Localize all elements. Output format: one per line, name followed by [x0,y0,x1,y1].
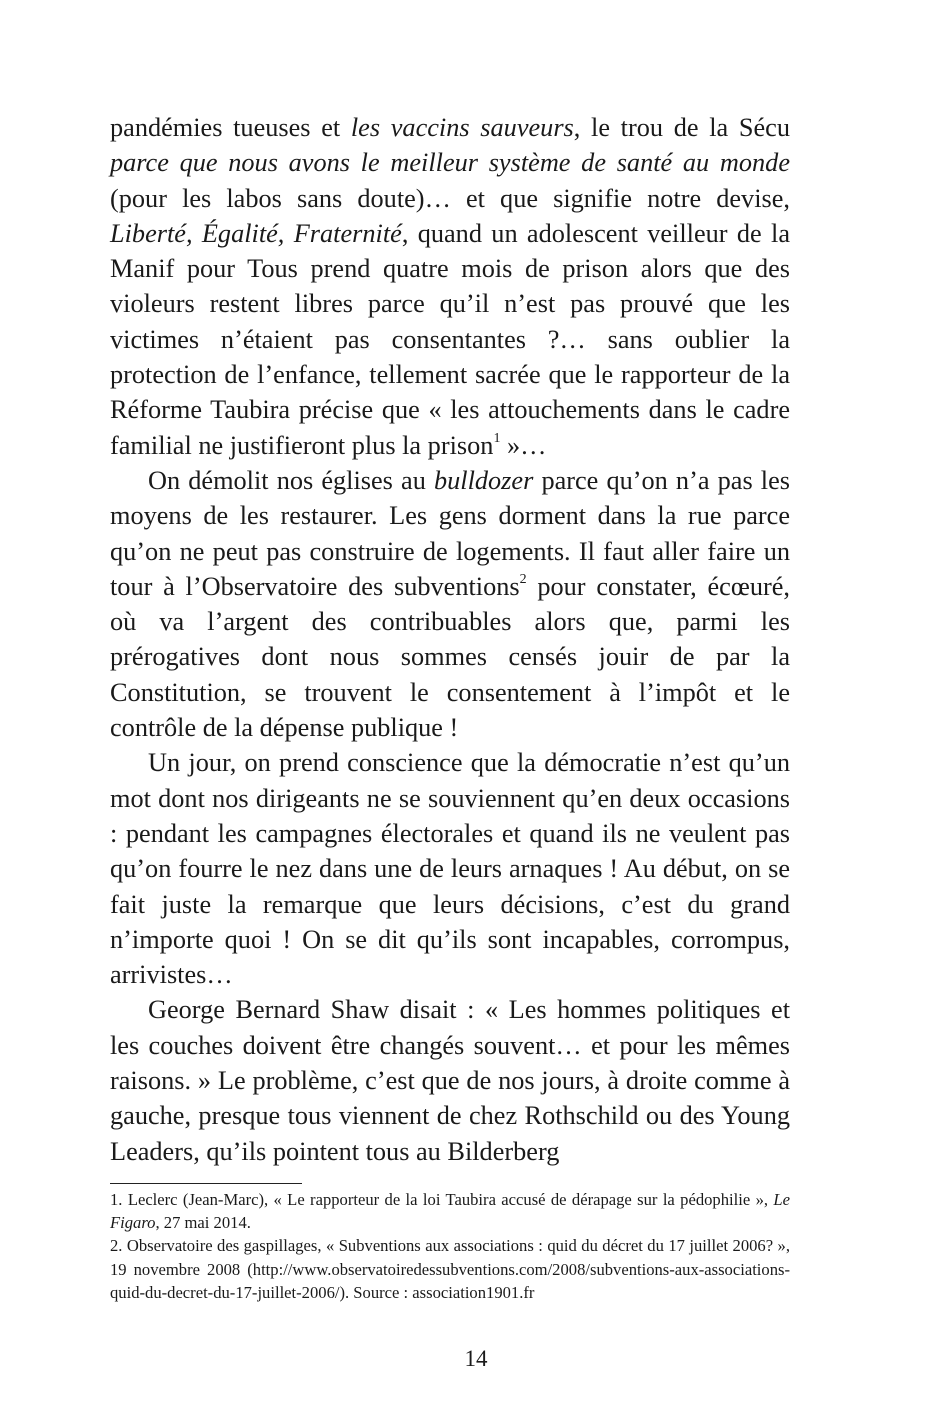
text-run: , 27 mai 2014. [155,1213,251,1233]
body-text [110,110,790,1169]
italic-run: les vaccins sauveurs [350,113,574,142]
text-run: (pour les labos sans doute)… et que signifie notre devise, [110,183,790,213]
paragraph-4: George Bernard Shaw disait : « Les hommes politiques et les couches doivent être changés souvent… et pour les mêmes raisons. » Le problème, c’est que de nos jours, à droite comme à gauche, presque tous viennent de chez Rothschild ou des Young Leaders, qu’ils pointent tous au Bilderberg [110,995,790,1166]
footnote-divider [110,1183,302,1184]
footnote-2: 2. Observatoire des gaspillages, « Subventions aux associations : quid du décret du 17 juillet 2006? », 19 novembre 2008 (http://www.observatoiredessubventions.com/2008/subventions-aux-associations-quid-du-decret-du-17-juillet-2006/). Source : association1901.fr [110,1236,790,1302]
text-run: pandémies tueuses et [110,113,351,142]
italic-run: parce que nous avons le meilleur système de santé au monde [110,148,790,178]
italic-run: Le Figaro [110,1190,790,1233]
paragraph-3: Un jour, on prend conscience que la démocratie n’est qu’un mot dont nos dirigeants ne se souviennent qu’en deux occasions : pendant les campagnes électorales et quand ils ne veulent pas qu’on fourre le nez dans une de leurs arnaques ! Au début, on se fait juste la remarque que leurs décisions, c’est du grand n’importe quoi ! On se dit qu’ils sont incapables, corrompus, arrivistes… [110,748,790,990]
paragraph-2 [110,463,790,745]
footnotes [110,1188,790,1304]
page-number: 14 [464,1346,488,1371]
italic-run: bulldozer [433,465,534,495]
paragraph-1 [110,110,790,463]
footnote-1 [110,1188,790,1234]
italic-run: Liberté, Égalité, Fraternité [110,218,402,248]
footnote-ref-2: 2 [519,572,527,588]
text-run: pour constater, écœuré, où va l’argent des contribuables alors que, parmi les prérogatives dont nous sommes censés jouir de par la Constitution, se trouvent le consentement à l’impôt et le contrôle de la dépense publique ! [110,571,790,743]
text-run: »… [500,430,547,460]
text-run: , quand un adolescent veilleur de la Manif pour Tous prend quatre mois de prison alors que des violeurs restent libres parce qu’il n’est pas prouvé que les victimes n’étaient pas consentantes ?… sans oublier la protection de l’enfance, tellement sacrée que le rapporteur de la Réforme Taubira précise que « les attouchements dans le cadre familial ne justifieront plus la prison [110,218,790,460]
text-run: On démolit nos églises au [148,465,434,495]
text-run: , le trou de la Sécu [573,113,790,142]
text-run: 1. Leclerc (Jean-Marc), « Le rapporteur de la loi Taubira accusé de dérapage sur la pédophilie », [110,1190,774,1209]
text-run: parce qu’on n’a pas les moyens de les restaurer. Les gens dorment dans la rue parce qu’on ne peut pas construire de logements. Il faut aller faire un tour à l’Observatoire des subventions [110,465,790,601]
footnote-ref-1: 1 [493,430,501,446]
